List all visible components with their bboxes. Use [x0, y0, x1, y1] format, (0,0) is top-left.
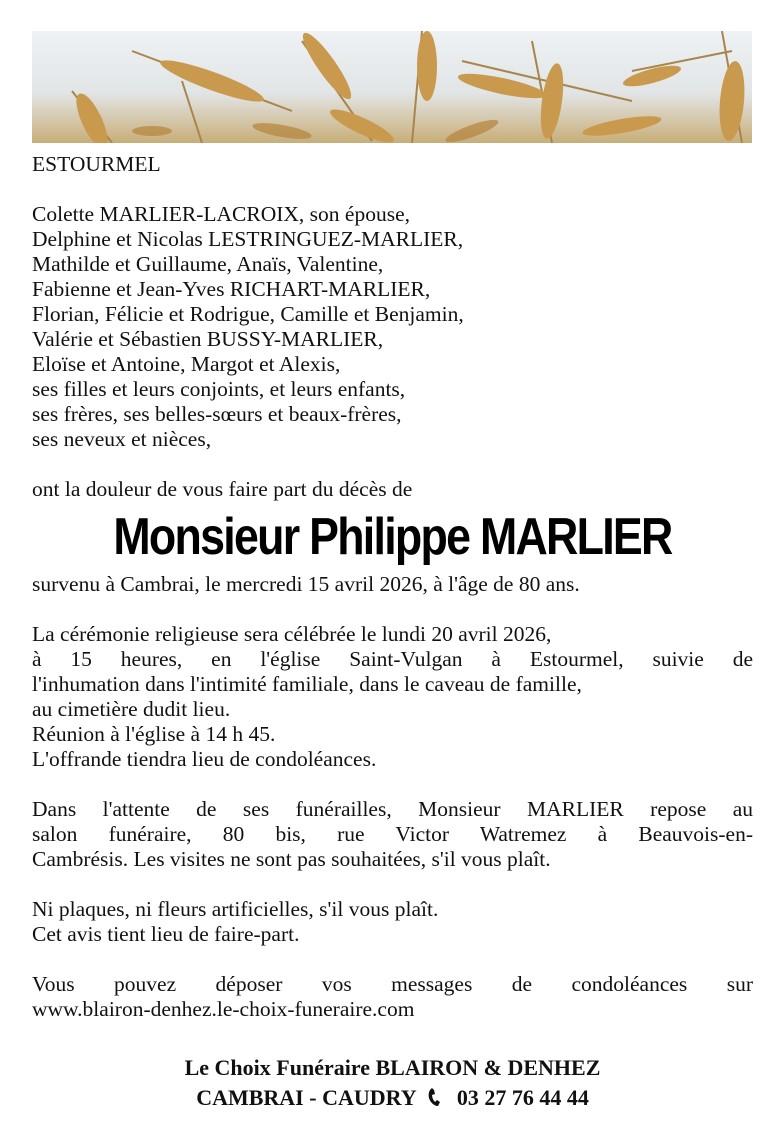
- ceremony-line: L'offrande tiendra lieu de condoléances.: [32, 747, 377, 771]
- ceremony-line: Réunion à l'église à 14 h 45.: [32, 722, 276, 746]
- family-list: [32, 202, 753, 452]
- notice-line: Dans l'attente de ses funérailles, Monsieur MARLIER repose au: [32, 797, 753, 821]
- funeral-home-notice: [32, 797, 753, 872]
- condolences-line: Vous pouvez déposer vos messages de condoléances sur: [32, 972, 753, 996]
- announcement-text: ont la douleur de vous faire part du décès de: [32, 477, 413, 501]
- family-line: Fabienne et Jean-Yves RICHART-MARLIER,: [32, 277, 431, 301]
- funeral-company-footer: [32, 1053, 753, 1113]
- ceremony-line: au cimetière dudit lieu.: [32, 697, 231, 721]
- family-line: Florian, Félicie et Rodrigue, Camille et Benjamin,: [32, 302, 464, 326]
- notice-line: salon funéraire, 80 bis, rue Victor Watremez à Beauvois-en-: [32, 822, 753, 846]
- phone-icon: [425, 1086, 447, 1108]
- death-details: survenu à Cambrai, le mercredi 15 avril 2026, à l'âge de 80 ans.: [32, 572, 580, 596]
- family-line: ses filles et leurs conjoints, et leurs enfants,: [32, 377, 406, 401]
- requests: [32, 897, 753, 947]
- deceased-name: Monsieur Philippe MARLIER: [113, 508, 672, 566]
- family-line: Colette MARLIER-LACROIX, son épouse,: [32, 202, 411, 226]
- company-locations: CAMBRAI - CAUDRY: [196, 1085, 416, 1110]
- family-line: Delphine et Nicolas LESTRINGUEZ-MARLIER,: [32, 227, 464, 251]
- wheat-banner-image: [32, 31, 752, 143]
- notice-line: Cambrésis. Les visites ne sont pas souhaitées, s'il vous plaît.: [32, 847, 551, 871]
- family-line: Mathilde et Guillaume, Anaïs, Valentine,: [32, 252, 384, 276]
- request-line: Ni plaques, ni fleurs artificielles, s'il vous plaît.: [32, 897, 439, 921]
- request-line: Cet avis tient lieu de faire-part.: [32, 922, 300, 946]
- ceremony-line: La cérémonie religieuse sera célébrée le lundi 20 avril 2026,: [32, 622, 552, 646]
- company-contact: [32, 1083, 753, 1113]
- ceremony-line: à 15 heures, en l'église Saint-Vulgan à Estourmel, suivie de: [32, 647, 753, 671]
- ceremony-line: l'inhumation dans l'intimité familiale, dans le caveau de famille,: [32, 672, 582, 696]
- condolences-website-link[interactable]: www.blairon-denhez.le-choix-funeraire.com: [32, 997, 415, 1021]
- condolences-notice: [32, 972, 753, 1022]
- company-phone[interactable]: 03 27 76 44 44: [456, 1085, 589, 1110]
- town-name: ESTOURMEL: [32, 152, 161, 176]
- family-line: ses neveux et nièces,: [32, 427, 212, 451]
- ceremony-details: [32, 622, 753, 772]
- family-line: ses frères, ses belles-sœurs et beaux-frères,: [32, 402, 402, 426]
- obituary-body: [32, 152, 753, 1022]
- family-line: Valérie et Sébastien BUSSY-MARLIER,: [32, 327, 384, 351]
- family-line: Eloïse et Antoine, Margot et Alexis,: [32, 352, 341, 376]
- company-name: Le Choix Funéraire BLAIRON & DENHEZ: [184, 1055, 601, 1080]
